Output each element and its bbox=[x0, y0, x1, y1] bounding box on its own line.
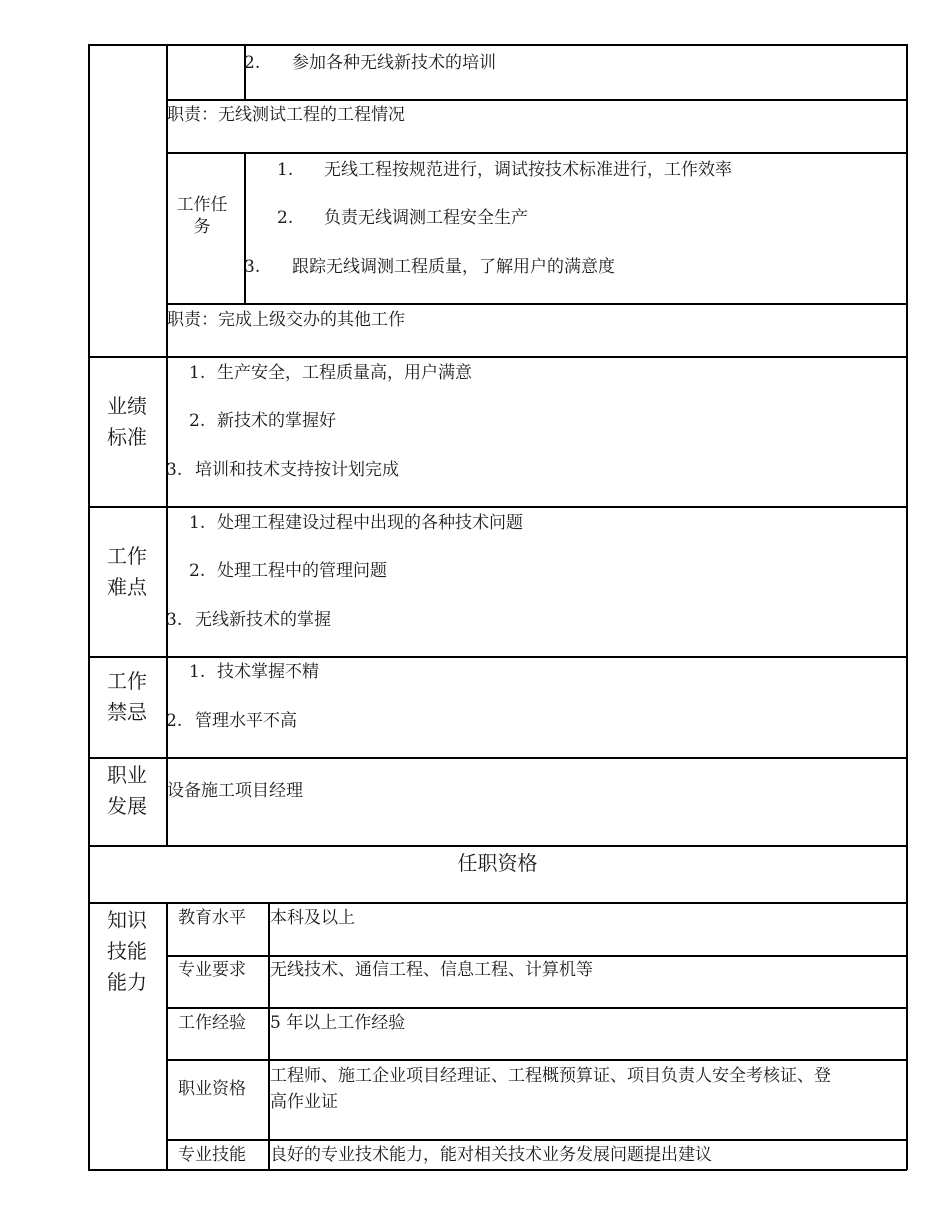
label-column-divider-lower bbox=[166, 902, 168, 1170]
section-divider bbox=[88, 506, 907, 508]
qual-value: 工程师、施工企业项目经理证、工程概预算证、项目负责人安全考核证、登 bbox=[270, 1066, 831, 1086]
section-divider bbox=[88, 356, 907, 358]
performance-item-number: 1. bbox=[189, 363, 206, 383]
career-label: 职业发展 bbox=[107, 763, 147, 818]
taboo-item-text: 管理水平不高 bbox=[195, 711, 297, 731]
qual-key: 职业资格 bbox=[178, 1079, 246, 1099]
qual-value: 无线技术、通信工程、信息工程、计算机等 bbox=[270, 960, 593, 980]
performance-item-text: 生产安全，工程质量高，用户满意 bbox=[217, 363, 472, 383]
taboo-item-number: 1. bbox=[189, 662, 206, 682]
task-number: 1. bbox=[277, 160, 294, 180]
qual-key-column-divider bbox=[268, 902, 270, 1170]
qual-value: 本科及以上 bbox=[270, 908, 355, 928]
performance-item-number: 3. bbox=[166, 460, 183, 480]
task-label: 工作任务 bbox=[176, 195, 228, 237]
qual-key: 专业技能 bbox=[178, 1145, 246, 1165]
difficulty-item-text: 无线新技术的掌握 bbox=[195, 610, 331, 630]
performance-item-text: 新技术的掌握好 bbox=[217, 411, 336, 431]
task-text: 负责无线调测工程安全生产 bbox=[324, 208, 528, 228]
prev-item-text: 参加各种无线新技术的培训 bbox=[292, 53, 496, 73]
qual-key: 工作经验 bbox=[178, 1013, 246, 1033]
performance-item-text: 培训和技术支持按计划完成 bbox=[195, 460, 399, 480]
task-number: 2. bbox=[277, 208, 294, 228]
qual-row-divider bbox=[166, 1007, 907, 1009]
table-border-right bbox=[906, 44, 908, 1170]
career-text: 设备施工项目经理 bbox=[167, 781, 303, 801]
row-divider bbox=[166, 99, 907, 101]
taboos-label: 工作禁忌 bbox=[107, 669, 147, 724]
table-border-bottom bbox=[88, 1169, 907, 1171]
taboo-item-text: 技术掌握不精 bbox=[217, 662, 319, 682]
difficulty-item-number: 2. bbox=[189, 561, 206, 581]
difficulty-item-number: 3. bbox=[166, 610, 183, 630]
row-divider bbox=[166, 303, 907, 305]
prev-item-number: 2. bbox=[244, 53, 261, 73]
task-column-divider bbox=[244, 152, 246, 304]
table-border-top bbox=[88, 44, 907, 46]
table-border-left bbox=[88, 44, 90, 1170]
duty2-label: 职责：完成上级交办的其他工作 bbox=[167, 310, 405, 330]
performance-label: 业绩标准 bbox=[107, 394, 147, 449]
qual-value-continued: 高作业证 bbox=[270, 1092, 338, 1112]
section-divider bbox=[88, 656, 907, 658]
section-divider bbox=[88, 845, 907, 847]
row-divider bbox=[166, 152, 907, 154]
qualifications-header: 任职资格 bbox=[457, 851, 538, 875]
qual-value: 5 年以上工作经验 bbox=[270, 1013, 406, 1033]
task-text: 无线工程按规范进行，调试按技术标准进行，工作效率 bbox=[324, 160, 732, 180]
difficulty-item-number: 1. bbox=[189, 513, 206, 533]
task-number: 3. bbox=[244, 257, 261, 277]
qual-value: 良好的专业技术能力，能对相关技术业务发展问题提出建议 bbox=[270, 1145, 712, 1165]
taboo-item-number: 2. bbox=[166, 711, 183, 731]
qual-key: 教育水平 bbox=[178, 908, 246, 928]
qual-row-divider bbox=[166, 955, 907, 957]
duty-label: 职责：无线测试工程的工程情况 bbox=[167, 105, 405, 125]
section-divider bbox=[88, 757, 907, 759]
difficulty-item-text: 处理工程建设过程中出现的各种技术问题 bbox=[217, 513, 523, 533]
difficulties-label: 工作难点 bbox=[107, 544, 147, 599]
section-divider bbox=[88, 902, 907, 904]
performance-item-number: 2. bbox=[189, 411, 206, 431]
task-text: 跟踪无线调测工程质量，了解用户的满意度 bbox=[292, 257, 615, 277]
qual-row-divider bbox=[166, 1139, 907, 1141]
qual-key: 专业要求 bbox=[178, 960, 246, 980]
difficulty-item-text: 处理工程中的管理问题 bbox=[217, 561, 387, 581]
qual-row-divider bbox=[166, 1059, 907, 1061]
qualifications-label: 知识技能能力 bbox=[107, 908, 147, 994]
